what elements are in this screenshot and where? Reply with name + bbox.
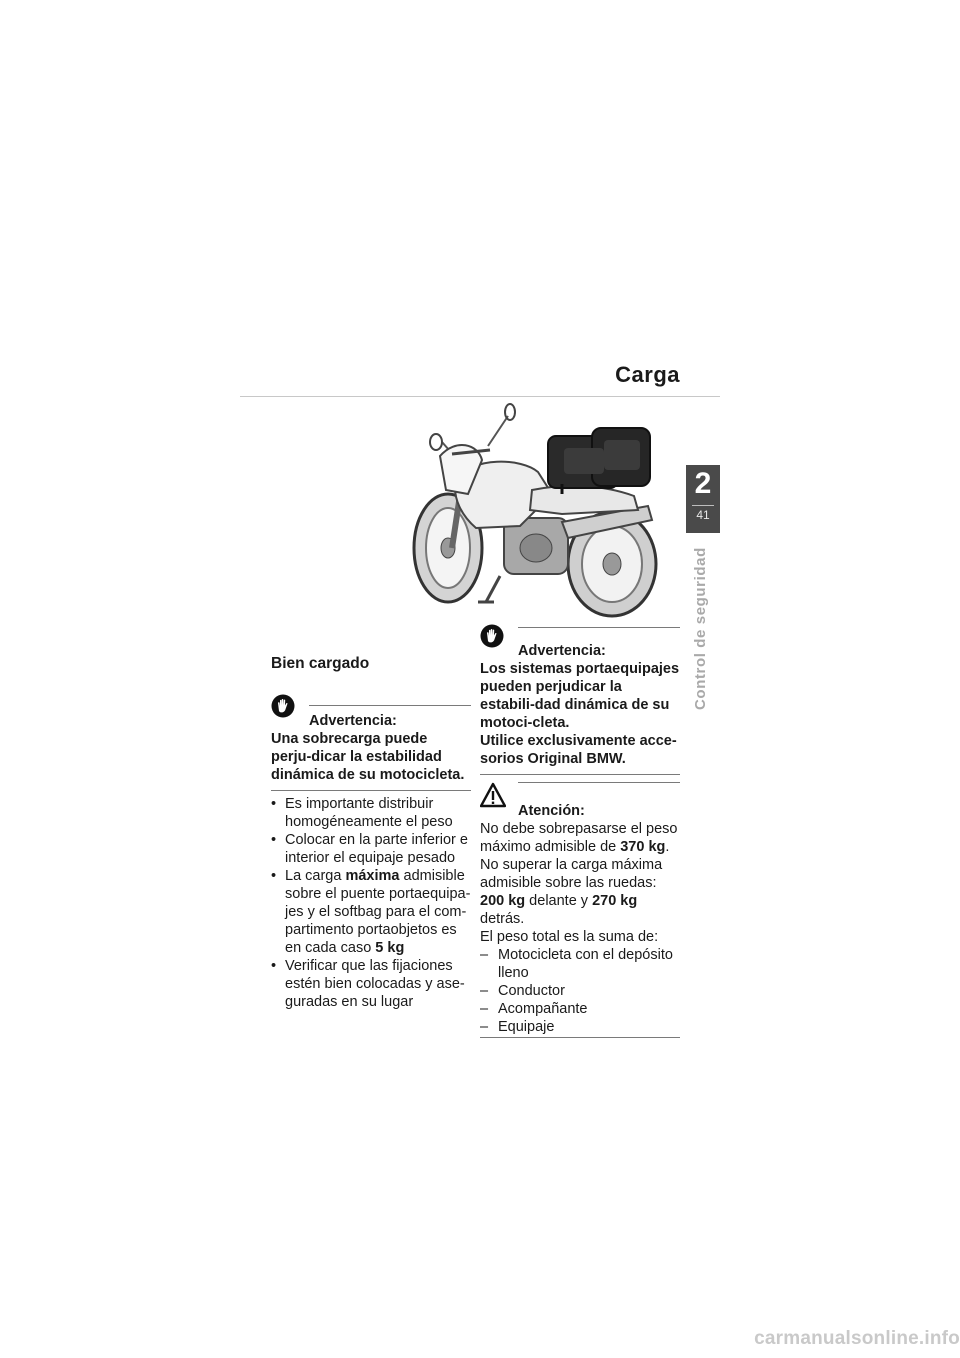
- caution-label: Atención:: [518, 803, 585, 819]
- sum-intro: El peso total es la suma de:: [480, 929, 659, 945]
- warning-block-right: [480, 624, 680, 775]
- warning-block-left: [271, 694, 471, 791]
- warning-bottom-rule: [480, 774, 680, 775]
- caution-text: No debe sobrepasarse el peso máximo admisible de 370 kg.: [480, 821, 678, 855]
- list-item: – Equipaje: [480, 1018, 680, 1036]
- caution-block: [480, 782, 680, 1038]
- list-item: – Motocicleta con el depósito lleno: [480, 946, 680, 982]
- warning-rule: [518, 627, 680, 628]
- exclamation-triangle-icon: [480, 782, 506, 808]
- caution-rule: [518, 782, 680, 783]
- axle-load-text: No superar la carga máxima admisible sobre las ruedas:: [480, 857, 663, 891]
- caution-bottom-rule: [480, 1037, 680, 1038]
- page-number: 41: [696, 508, 710, 522]
- hand-stop-icon: [271, 694, 295, 718]
- list-item: • Es importante distribuir homogéneamente el peso: [271, 795, 471, 831]
- title-divider: [240, 396, 720, 397]
- chapter-side-label: Control de seguridad: [692, 547, 709, 710]
- motorcycle-illustration: [412, 398, 684, 624]
- warning-text: Utilice exclusivamente acce-sorios Original BMW.: [480, 733, 677, 767]
- list-item: – Conductor: [480, 982, 680, 1000]
- warning-text: Una sobrecarga puede perju-dicar la estabilidad dinámica de su motocicleta.: [271, 731, 465, 783]
- warning-bottom-rule: [271, 790, 471, 791]
- warning-label: Advertencia:: [309, 713, 397, 729]
- chapter-tab: [686, 465, 720, 533]
- chapter-tab-divider: [692, 505, 714, 506]
- warning-text: Los sistemas portaequipajes pueden perjudicar la estabili-dad dinámica de su motoci-cleta.: [480, 661, 680, 731]
- list-item: • La carga máxima admisible sobre el puente portaequipa-jes y el softbag para el com-partimento portaobjetos es en cada caso 5 kg: [271, 867, 471, 957]
- loading-instructions: [271, 795, 471, 1011]
- page-title: Carga: [615, 362, 680, 387]
- section-heading: Bien cargado: [271, 655, 370, 672]
- warning-label: Advertencia:: [518, 643, 606, 659]
- warning-rule: [309, 705, 471, 706]
- chapter-number: 2: [694, 467, 712, 500]
- list-item: – Acompañante: [480, 1000, 680, 1018]
- list-item: • Colocar en la parte inferior e interior el equipaje pesado: [271, 831, 471, 867]
- list-item: • Verificar que las fijaciones estén bien colocadas y ase-guradas en su lugar: [271, 957, 471, 1011]
- hand-stop-icon: [480, 624, 504, 648]
- footer-watermark: carmanualsonline.info: [754, 1328, 960, 1349]
- axle-load-values: 200 kg delante y 270 kg detrás.: [480, 893, 638, 927]
